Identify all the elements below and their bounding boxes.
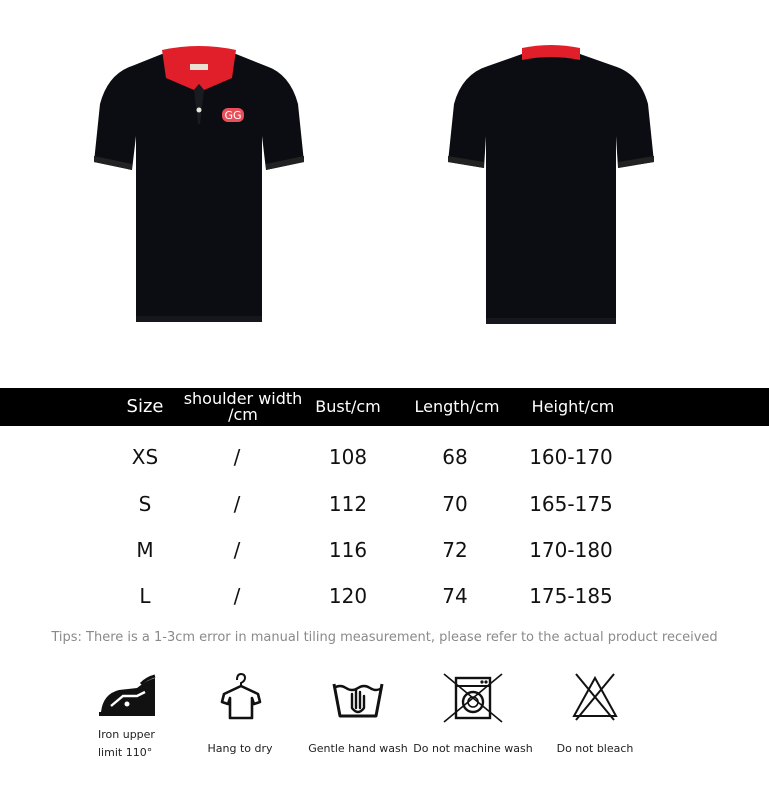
table-row bbox=[0, 484, 769, 524]
hanger-shirt-icon bbox=[216, 672, 264, 724]
cell-length: 72 bbox=[442, 538, 468, 562]
header-shoulder-line1: shoulder width bbox=[183, 389, 303, 408]
hang-dry-label: Hang to dry bbox=[207, 742, 273, 755]
cell-height: 160-170 bbox=[529, 445, 613, 469]
cell-height: 175-185 bbox=[529, 584, 613, 608]
cell-bust: 116 bbox=[328, 538, 368, 562]
cell-bust: 108 bbox=[328, 445, 368, 469]
cell-size: XS bbox=[131, 445, 159, 469]
header-height: Height/cm bbox=[531, 397, 615, 416]
hand-wash-label: Gentle hand wash bbox=[308, 742, 408, 755]
cell-shoulder: / bbox=[233, 445, 241, 469]
table-row bbox=[0, 576, 769, 616]
hand-wash-icon bbox=[330, 672, 386, 724]
no-bleach-icon bbox=[570, 672, 620, 724]
cell-size: L bbox=[139, 584, 151, 608]
svg-text:GG: GG bbox=[224, 109, 242, 122]
header-length: Length/cm bbox=[414, 397, 500, 416]
header-shoulder-line2: /cm bbox=[228, 405, 258, 424]
cell-length: 70 bbox=[442, 492, 468, 516]
cell-shoulder: / bbox=[233, 492, 241, 516]
cell-height: 170-180 bbox=[529, 538, 613, 562]
cell-size: M bbox=[136, 538, 154, 562]
polo-shirt-back-image bbox=[444, 44, 658, 330]
cell-height: 165-175 bbox=[529, 492, 613, 516]
cell-length: 74 bbox=[442, 584, 468, 608]
iron-icon bbox=[97, 672, 157, 720]
cell-size: S bbox=[138, 492, 152, 516]
polo-shirt-front-image bbox=[92, 44, 306, 330]
no-machine-wash-label: Do not machine wash bbox=[413, 742, 533, 755]
cell-bust: 112 bbox=[328, 492, 368, 516]
iron-label-line1: Iron upper bbox=[98, 728, 155, 741]
header-bust: Bust/cm bbox=[315, 397, 381, 416]
cell-length: 68 bbox=[442, 445, 468, 469]
no-bleach-label: Do not bleach bbox=[556, 742, 634, 755]
size-table-header bbox=[0, 388, 769, 426]
header-shoulder-width bbox=[180, 388, 306, 426]
cell-shoulder: / bbox=[233, 538, 241, 562]
table-row bbox=[0, 437, 769, 477]
product-images bbox=[0, 0, 769, 385]
care-item-no-machine-wash bbox=[408, 672, 538, 758]
iron-label-line2: limit 110° bbox=[98, 746, 153, 759]
care-item-hang-dry bbox=[175, 672, 305, 758]
no-machine-wash-icon bbox=[442, 672, 504, 724]
care-item-iron bbox=[62, 672, 192, 762]
cell-shoulder: / bbox=[233, 584, 241, 608]
measurement-tips: Tips: There is a 1-3cm error in manual tiling measurement, please refer to the actual product received bbox=[51, 630, 718, 645]
care-item-hand-wash bbox=[293, 672, 423, 758]
cell-bust: 120 bbox=[328, 584, 368, 608]
table-row bbox=[0, 530, 769, 570]
header-size: Size bbox=[126, 396, 164, 417]
care-item-no-bleach bbox=[530, 672, 660, 758]
